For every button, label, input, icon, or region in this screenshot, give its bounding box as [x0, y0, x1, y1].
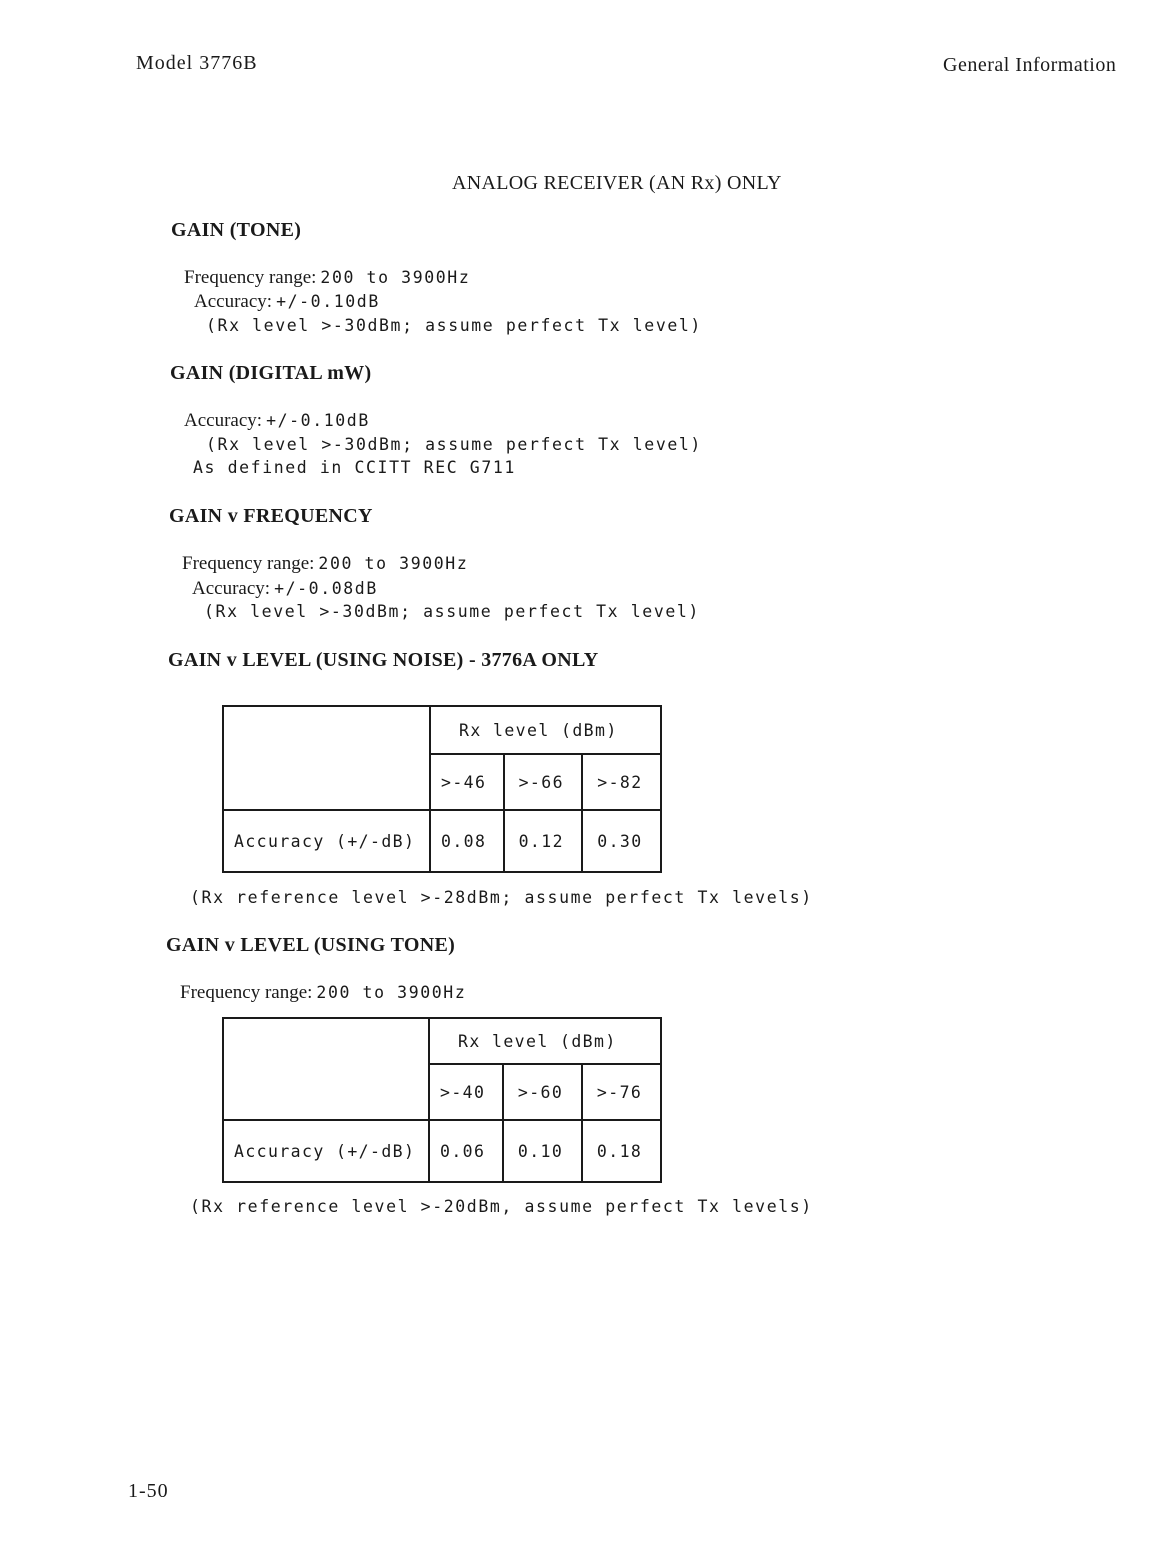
- gain-tone-acc-value: +/-0.10dB: [276, 292, 380, 311]
- table-cell: 0.12: [504, 810, 583, 872]
- table-group-header: Rx level (dBm): [430, 706, 661, 754]
- table-group-header: Rx level (dBm): [429, 1018, 661, 1064]
- gain-freq-acc-line: [192, 578, 378, 600]
- gain-digital-acc-line: [184, 410, 370, 432]
- tone-level-note: (Rx reference level >-20dBm, assume perfect Tx levels): [190, 1197, 813, 1216]
- heading-gain-digital: GAIN (DIGITAL mW): [170, 362, 372, 384]
- gain-digital-acc-label: Accuracy:: [184, 410, 263, 431]
- gain-freq-acc-value: +/-0.08dB: [274, 579, 378, 598]
- gain-freq-note: (Rx level >-30dBm; assume perfect Tx level): [204, 602, 700, 621]
- gain-tone-note: (Rx level >-30dBm; assume perfect Tx level): [206, 316, 702, 335]
- table-row-label: Accuracy (+/-dB): [223, 810, 430, 872]
- table-cell: 0.08: [430, 810, 504, 872]
- table-column-header: >-66: [504, 754, 583, 810]
- table-column-header: >-60: [503, 1064, 582, 1120]
- table-corner-cell: [223, 706, 430, 810]
- table-corner-cell: [223, 1018, 429, 1120]
- gain-tone-freq-label: Frequency range:: [184, 267, 317, 288]
- gain-level-tone-freq-label: Frequency range:: [180, 982, 313, 1003]
- header-model: Model 3776B: [136, 52, 258, 74]
- table-cell: 0.10: [503, 1120, 582, 1182]
- table-row-label: Accuracy (+/-dB): [223, 1120, 429, 1182]
- table-column-header: >-82: [582, 754, 661, 810]
- gain-tone-freq-value: 200 to 3900Hz: [320, 268, 471, 287]
- table-column-header: >-46: [430, 754, 504, 810]
- gain-tone-freq-line: [184, 267, 470, 289]
- gain-digital-defined: As defined in CCITT REC G711: [193, 458, 516, 477]
- gain-freq-freq-label: Frequency range:: [182, 553, 315, 574]
- table-column-header: >-76: [582, 1064, 661, 1120]
- tone-level-table: [222, 1017, 662, 1183]
- gain-digital-note: (Rx level >-30dBm; assume perfect Tx level): [206, 435, 702, 454]
- noise-level-table: [222, 705, 662, 873]
- page-number: 1-50: [128, 1480, 169, 1502]
- table-column-header: >-40: [429, 1064, 503, 1120]
- gain-tone-acc-line: [194, 291, 380, 313]
- noise-level-note: (Rx reference level >-28dBm; assume perfect Tx levels): [190, 888, 813, 907]
- heading-gain-level-tone: GAIN v LEVEL (USING TONE): [166, 934, 456, 956]
- gain-level-tone-freq-value: 200 to 3900Hz: [316, 983, 467, 1002]
- table-cell: 0.18: [582, 1120, 661, 1182]
- gain-freq-freq-value: 200 to 3900Hz: [318, 554, 469, 573]
- gain-level-tone-freq-line: [180, 982, 466, 1004]
- table-cell: 0.06: [429, 1120, 503, 1182]
- gain-freq-freq-line: [182, 553, 468, 575]
- header-section: General Information: [943, 54, 1117, 76]
- table-cell: 0.30: [582, 810, 661, 872]
- gain-tone-acc-label: Accuracy:: [194, 291, 273, 312]
- heading-gain-tone: GAIN (TONE): [171, 219, 302, 241]
- heading-gain-frequency: GAIN v FREQUENCY: [169, 505, 373, 527]
- gain-digital-acc-value: +/-0.10dB: [266, 411, 370, 430]
- gain-freq-acc-label: Accuracy:: [192, 578, 271, 599]
- heading-gain-level-noise: GAIN v LEVEL (USING NOISE) - 3776A ONLY: [168, 649, 599, 671]
- page-title: ANALOG RECEIVER (AN Rx) ONLY: [452, 172, 782, 194]
